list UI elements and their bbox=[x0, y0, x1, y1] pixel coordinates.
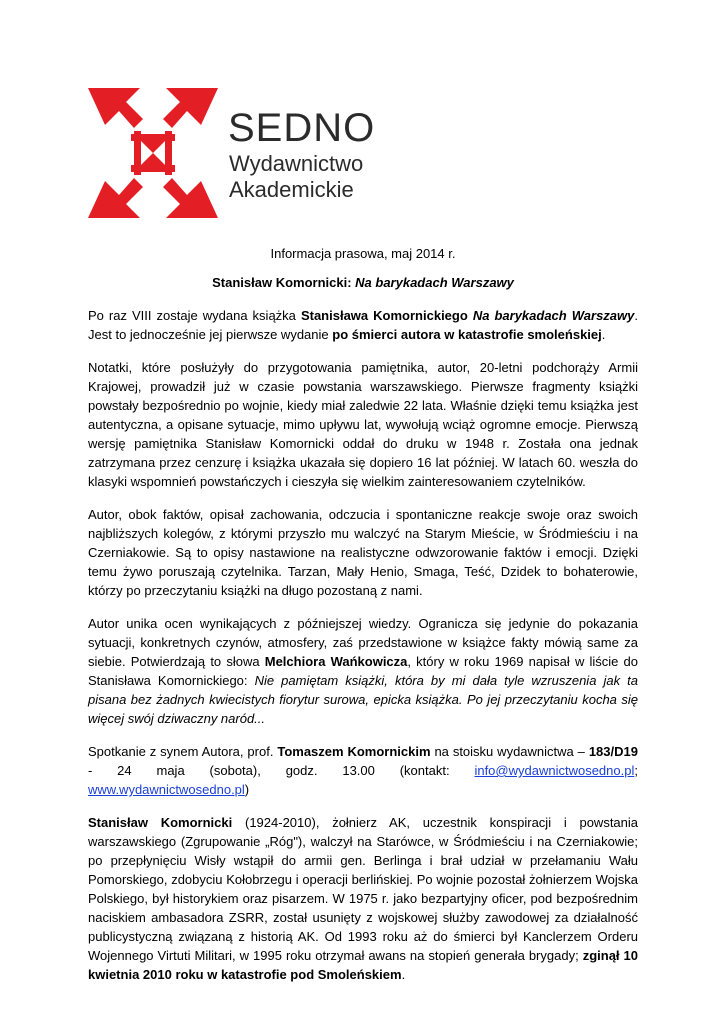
p6-text-b: . bbox=[401, 967, 406, 982]
p5-text-a: Spotkanie z synem Autora, prof. bbox=[88, 744, 274, 759]
p4-text-a: Autor unika ocen wynikających z późniejszej wiedzy. Ogranicza się jedynie do pokazania sytuacji, konkretnych czynów, atmosfery, zaś przedstawione w książce fakty mówią same za siebie. Potwierdzają to słowa bbox=[88, 616, 638, 669]
email-link[interactable]: info@wydawnictwosedno.pl bbox=[474, 763, 635, 778]
p5-name: Tomaszem Komornickim bbox=[277, 744, 431, 759]
p5-text-d: ) bbox=[244, 782, 250, 797]
p5-separator: ; bbox=[634, 763, 638, 778]
sedno-logo bbox=[88, 88, 376, 228]
logo-subtitle-line1: Wydawnictwo bbox=[229, 151, 364, 176]
document-title bbox=[88, 273, 638, 292]
paragraph-biography bbox=[88, 813, 638, 984]
logo-subtitle-line2: Akademickie bbox=[229, 177, 354, 202]
paragraph-notes: Notatki, które posłużyły do przygotowania pamiętnika, autor, 20-letni podchorąży Armii Krajowej, prowadził już w czasie powstania warszawskiego. Pierwsze fragmenty książki powstały bezpośrednio po wojnie, kiedy miał zaledwie 22 lata. Właśnie dzięki temu książka jest autentyczna, a opisane sytuacje, mimo upływu lat, wywołują wciąż ogromne emocje. Pierwszą wersję pamiętnika Stanisław Komornicki oddał do druku w 1948 r. Została ona jednak zatrzymana przez cenzurę i książka ukazała się dopiero 16 lat później. W latach 60. weszła do klasyki wspomnień powstańczych i cieszyła się wielkim zainteresowaniem czytelników. bbox=[88, 360, 638, 489]
p1-bold: po śmierci autora w katastrofie smoleńskiej bbox=[332, 327, 602, 342]
p4-quote: Nie pamiętam książki, która by mi dała tyle wzruszenia jak ta pisana bez żadnych kwiecistych fiorytur surowa, epicka książka. Po jej przeczytaniu kocha się więcej swój dziwaczny naród... bbox=[88, 673, 638, 726]
sedno-logo-mark-icon bbox=[88, 88, 218, 218]
p1-text-a: Po raz VIII zostaje wydana książka bbox=[88, 308, 296, 323]
paragraph-meeting bbox=[88, 742, 638, 799]
p1-text-c: . bbox=[601, 327, 606, 342]
p1-book: Na barykadach Warszawy bbox=[472, 308, 635, 323]
p4-name: Melchiora Wańkowicza bbox=[264, 654, 408, 669]
title-book: Na barykadach Warszawy bbox=[355, 275, 514, 290]
website-link[interactable]: www.wydawnictwosedno.pl bbox=[88, 782, 245, 797]
paragraph-intro bbox=[88, 306, 638, 344]
p5-text-b: na stoisku wydawnictwa – bbox=[434, 744, 585, 759]
p5-stand: 183/D19 bbox=[588, 744, 638, 759]
press-release-date: Informacja prasowa, maj 2014 r. bbox=[270, 246, 456, 261]
p5-text-c: - 24 maja (sobota), godz. 13.00 (kontakt: bbox=[88, 763, 450, 778]
p4-text-b: , który w roku 1969 napisał w liście do Stanisława Komornickiego: bbox=[88, 654, 639, 688]
press-release-body bbox=[88, 244, 638, 984]
p6-bold: zginął 10 kwietnia 2010 roku w katastrofie pod Smoleńskiem bbox=[88, 948, 638, 982]
p1-author: Stanisława Komornickiego bbox=[300, 308, 468, 323]
p1-text-b: . Jest to jednocześnie jej pierwsze wydanie bbox=[88, 308, 638, 342]
paragraph-author-description: Autor, obok faktów, opisał zachowania, odczucia i spontaniczne reakcje swoje oraz swoich najbliższych kolegów, z którymi przyszło mu walczyć na Starym Mieście, w Śródmieściu i na Czerniakowie. Są to opisy nastawione na realistyczne odwzorowanie faktów i emocji. Dzięki temu żywo poruszają czytelnika. Tarzan, Mały Henio, Smaga, Teść, Dzidek to bohaterowie, którzy po przeczytaniu książki na długo pozostaną z nami. bbox=[88, 507, 638, 598]
p6-name: Stanisław Komornicki bbox=[88, 815, 233, 830]
logo-title: SEDNO bbox=[228, 106, 376, 150]
p6-text-a: (1924-2010), żołnierz AK, uczestnik konspiracji i powstania warszawskiego (Zgrupowanie „Róg"), walczył na Starówce, w Śródmieściu i na Czerniakowie; po przepłynięciu Wisły wstąpił do armii gen. Berlinga i brał udział w przełamaniu Wału Pomorskiego, zdobyciu Kołobrzegu i operacji berlińskiej. Po wojnie pozostał żołnierzem Wojska Polskiego, był historykiem oraz pisarzem. W 1975 r. jako bezpartyjny oficer, pod bezpośrednim naciskiem ambasadora ZSRR, został usunięty z wojskowej służby zawodowej za działalność publicystyczną związaną z historią AK. Od 1993 roku aż do śmierci był Kanclerzem Orderu Wojennego Virtuti Militari, w 1995 roku otrzymał awans na stopień generała brygady; bbox=[88, 815, 639, 963]
paragraph-wankowicz-quote bbox=[88, 614, 638, 728]
title-author: Stanisław Komornicki: bbox=[212, 275, 352, 290]
